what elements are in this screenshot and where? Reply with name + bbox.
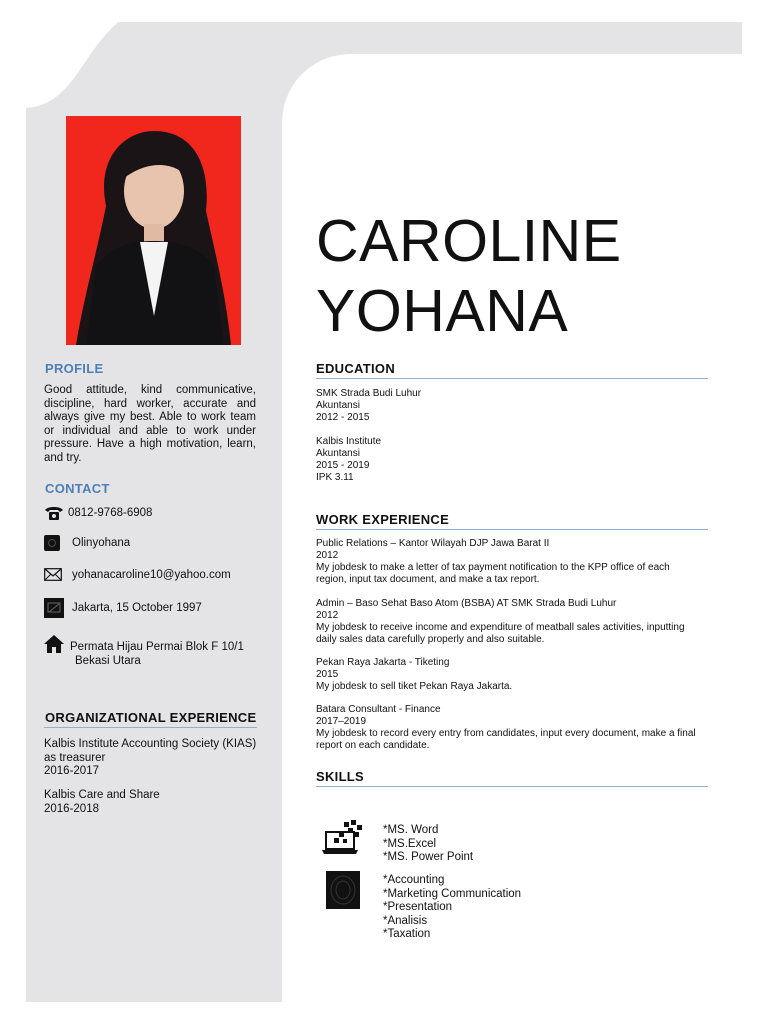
org-item xyxy=(44,738,256,779)
email-icon xyxy=(44,568,62,581)
contact-phone xyxy=(44,505,152,521)
education-2-major: Akuntansi xyxy=(316,448,360,459)
education-1-school: SMK Strada Budi Luhur xyxy=(316,388,422,399)
work-2-desc-1: My jobdesk to receive income and expenditure of meatball sales activities, inputting xyxy=(316,622,685,633)
work-3-year: 2015 xyxy=(316,669,339,680)
contact-heading: CONTACT xyxy=(45,481,110,496)
work-1-role: Public Relations – Kantor Wilayah DJP Jawa Barat II xyxy=(316,538,550,549)
phone-text: 0812-9768-6908 xyxy=(68,507,153,519)
name-line-1: CAROLINE xyxy=(316,208,622,274)
work-item xyxy=(316,598,685,646)
work-1-desc-2: region, input tax document, and make a tax report. xyxy=(316,574,540,585)
org-item-2-period: 2016-2018 xyxy=(44,802,99,815)
work-item xyxy=(316,657,512,693)
education-heading: EDUCATION xyxy=(316,361,396,376)
work-2-desc-2: daily sales data carefully properly and also suitable. xyxy=(316,634,545,645)
address-line-1: Permata Hijau Permai Blok F 10/1 xyxy=(70,641,244,653)
contact-address xyxy=(44,635,244,668)
org-item xyxy=(44,789,160,816)
skill-item: *MS. Power Point xyxy=(383,851,474,863)
home-icon xyxy=(44,635,64,653)
work-1-year: 2012 xyxy=(316,550,339,561)
skill-item: *Taxation xyxy=(383,928,431,940)
org-item-2-line1: Kalbis Care and Share xyxy=(44,789,160,801)
work-3-desc-1: My jobdesk to sell tiket Pekan Raya Jakarta. xyxy=(316,681,513,692)
work-4-desc-1: My jobdesk to record every entry from candidates, input every document, make a final xyxy=(316,728,696,739)
other-skills-list xyxy=(383,874,521,942)
birth-text: Jakarta, 15 October 1997 xyxy=(72,602,202,614)
address-text xyxy=(70,641,244,668)
skills-rule xyxy=(316,786,708,787)
work-4-role: Batara Consultant - Finance xyxy=(316,704,441,715)
skill-item: *MS.Excel xyxy=(383,837,437,850)
skill-item: *Accounting xyxy=(383,874,445,886)
org-item-1-period: 2016-2017 xyxy=(44,765,99,777)
work-rule xyxy=(316,529,708,530)
contact-instagram xyxy=(44,535,130,551)
profile-text: Good attitude, kind communicative, discipline, hard worker, accurate and always give my best. Able to work team or individual and able to work under pressure. Have a high motivation, learn, and try. xyxy=(44,384,256,464)
education-1-major: Akuntansi xyxy=(316,400,360,411)
education-2-period: 2015 - 2019 xyxy=(316,460,370,471)
profile-heading: PROFILE xyxy=(45,361,104,376)
education-2-school: Kalbis Institute xyxy=(316,436,382,447)
education-item xyxy=(316,436,381,484)
skills-heading: SKILLS xyxy=(316,769,365,784)
work-item xyxy=(316,538,670,586)
work-2-role: Admin – Baso Sehat Baso Atom (BSBA) AT SMK Strada Budi Luhur xyxy=(316,598,617,609)
email-text: yohanacaroline10@yahoo.com xyxy=(72,568,231,581)
computer-skills-list xyxy=(383,824,473,865)
work-4-year: 2017–2019 xyxy=(316,716,367,727)
skills-badge-icon xyxy=(326,871,360,914)
skill-item: *Presentation xyxy=(383,901,453,913)
contact-birth xyxy=(44,598,202,618)
name-title xyxy=(316,206,622,346)
organizational-heading: ORGANIZATIONAL EXPERIENCE xyxy=(45,710,257,725)
education-item xyxy=(316,388,421,424)
work-1-desc-1: My jobdesk to make a letter of tax payment notification to the KPP office of each xyxy=(316,562,670,573)
name-line-2: YOHANA xyxy=(316,278,569,344)
address-line-2: Bekasi Utara xyxy=(75,654,141,667)
work-item xyxy=(316,704,696,752)
contact-email xyxy=(44,568,231,581)
calendar-icon xyxy=(44,598,64,618)
org-item-1-line2: as treasurer xyxy=(44,751,106,764)
laptop-icon xyxy=(322,820,364,861)
work-2-year: 2012 xyxy=(316,610,339,621)
org-item-1-line1: Kalbis Institute Accounting Society (KIAS) xyxy=(44,738,257,750)
skill-item: *Analisis xyxy=(383,914,428,927)
phone-icon xyxy=(44,505,64,521)
work-4-desc-2: report on each candidate. xyxy=(316,740,430,751)
work-heading: WORK EXPERIENCE xyxy=(316,512,450,527)
skill-item: *Marketing Communication xyxy=(383,887,522,900)
instagram-text: Olinyohana xyxy=(72,537,131,549)
education-1-period: 2012 - 2015 xyxy=(316,412,370,423)
profile-photo xyxy=(66,116,241,345)
work-3-role: Pekan Raya Jakarta - Tiketing xyxy=(316,657,450,668)
organizational-rule xyxy=(44,727,257,728)
skill-item: *MS. Word xyxy=(383,824,439,836)
education-rule xyxy=(316,378,708,379)
education-2-gpa: IPK 3.11 xyxy=(316,472,354,483)
instagram-icon xyxy=(44,535,60,551)
